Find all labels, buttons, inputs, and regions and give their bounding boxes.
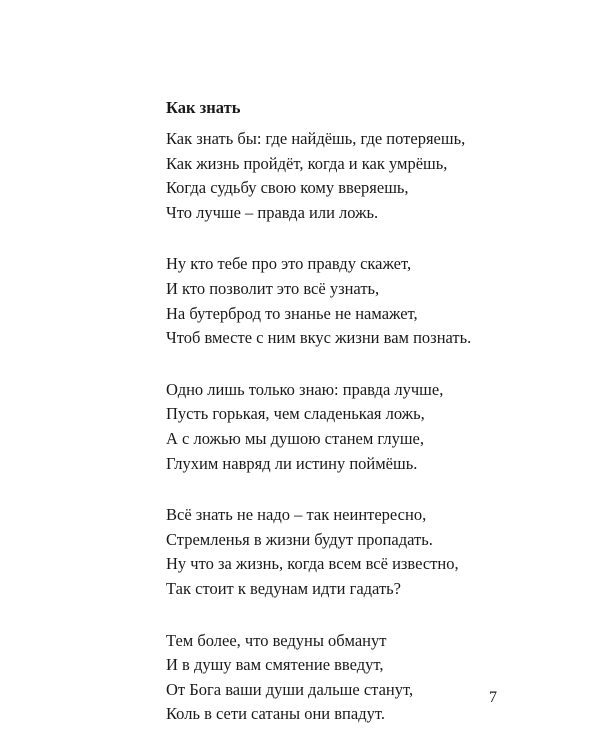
poem-line: Так стоит к ведунам идти гадать? <box>166 578 402 598</box>
poem-line: И в душу вам смятение введут, <box>166 655 384 675</box>
poem-line: И кто позволит это всё узнать, <box>166 278 380 298</box>
stanza-1 <box>166 127 566 225</box>
poem-line: Тем более, что ведуны обманут <box>166 630 387 650</box>
stanza-4 <box>166 503 566 601</box>
poem-line: На бутерброд то знанье не намажет, <box>166 303 418 323</box>
poem-title: Как знать <box>166 98 241 117</box>
poem-line: Всё знать не надо – так неинтересно, <box>166 505 427 525</box>
poem-line: Когда судьбу свою кому вверяешь, <box>166 178 409 198</box>
poem-line: Ну что за жизнь, когда всем всё известно, <box>166 554 459 574</box>
poem-line: Коль в сети сатаны они впадут. <box>166 704 385 724</box>
poem-line: А с ложью мы душою станем глуше, <box>166 428 424 448</box>
poem-line: От Бога ваши души дальше станут, <box>166 679 414 699</box>
stanza-3 <box>166 378 566 476</box>
poem-line: Одно лишь только знаю: правда лучше, <box>166 379 444 399</box>
poem-line: Как жизнь пройдёт, когда и как умрёшь, <box>166 153 448 173</box>
poem-line: Пусть горькая, чем сладенькая ложь, <box>166 404 425 424</box>
poem-line: Чтоб вместе с ним вкус жизни вам познать. <box>166 328 472 348</box>
poem-line: Что лучше – правда или ложь. <box>166 202 379 222</box>
poem-line: Глухим навряд ли истину поймёшь. <box>166 453 418 473</box>
poem-body <box>166 127 566 754</box>
stanza-2 <box>166 252 566 350</box>
poem-line: Стремленья в жизни будут пропадать. <box>166 529 433 549</box>
page-number: 7 <box>489 689 497 706</box>
stanza-5 <box>166 629 566 727</box>
poem-line: Ну кто тебе про это правду скажет, <box>166 254 412 274</box>
poem-line: Как знать бы: где найдёшь, где потеряешь, <box>166 129 466 148</box>
